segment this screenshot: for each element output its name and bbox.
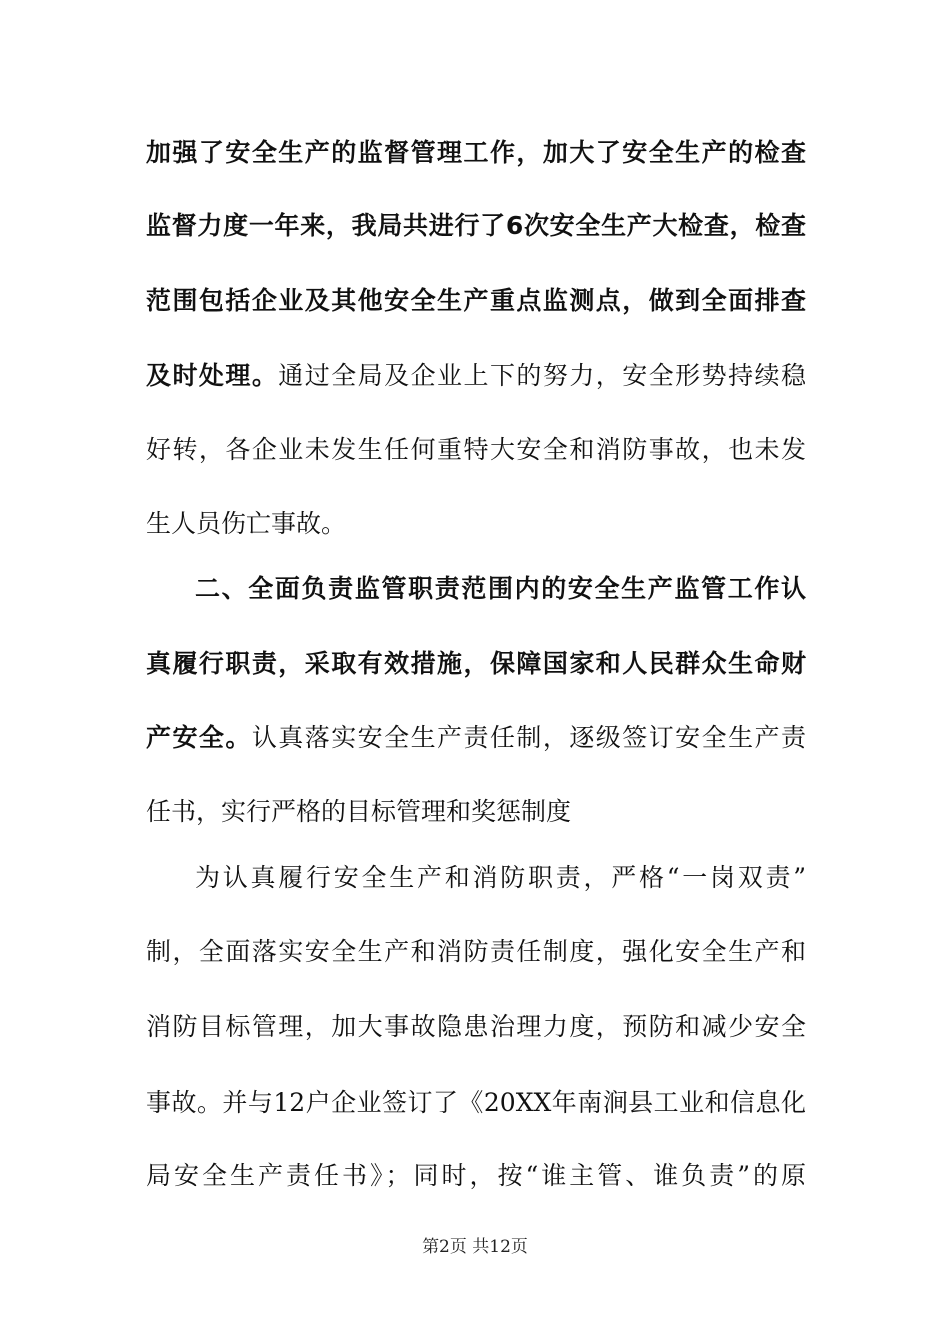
paragraph-1-line-4 [146,352,806,400]
paragraph-1-line-6: 生人员伤亡事故。 [146,509,347,538]
paragraph-2-line-2: 真履行职责，采取有效措施，保障国家和人民群众生命财 [146,649,806,678]
paragraph-1-line-4-bold: 及时处理。 [146,361,279,390]
paragraph-3-line-1: 为认真履行安全生产和消防职责，严格“一岗双责” [195,863,806,892]
paragraph-2-line-4: 任书，实行严格的目标管理和奖惩制度 [146,797,572,826]
paragraph-2-line-3 [146,714,806,762]
page-number-footer: 第2页 共12页 [422,1237,528,1257]
paragraph-2-line-3-bold: 产安全。 [146,723,252,752]
paragraph-1-line-5: 好转，各企业未发生任何重特大安全和消防事故，也未发 [146,435,806,464]
paragraph-1-line-2: 监督力度一年来，我局共进行了6次安全生产大检查，检查 [146,211,806,240]
paragraph-1-line-1: 加强了安全生产的监督管理工作，加大了安全生产的检查 [146,138,806,167]
paragraph-3-line-3: 消防目标管理，加大事故隐患治理力度，预防和减少安全 [146,1012,806,1041]
paragraph-3-line-5: 局安全生产责任书》；同时，按“谁主管、谁负责”的原 [146,1161,806,1190]
paragraph-1-line-4-rest: 通过全局及企业上下的努力，安全形势持续稳 [278,361,806,390]
paragraph-2-line-1: 二、全面负责监管职责范围内的安全生产监管工作认 [195,574,806,603]
paragraph-3-line-2: 制，全面落实安全生产和消防责任制度，强化安全生产和 [146,937,806,966]
paragraph-2-line-3-rest: 认真落实安全生产责任制，逐级签订安全生产责 [251,723,806,752]
paragraph-3-line-4: 事故。并与12户企业签订了《20XX年南涧县工业和信息化 [146,1088,806,1117]
paragraph-1-line-3: 范围包括企业及其他安全生产重点监测点，做到全面排查 [146,286,806,315]
